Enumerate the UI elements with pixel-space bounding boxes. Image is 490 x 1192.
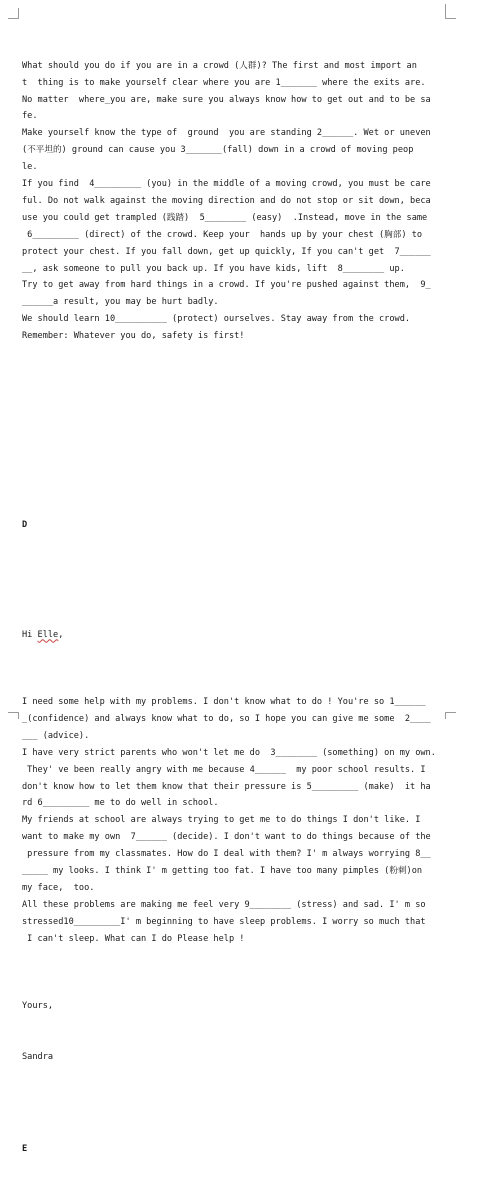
document-body <box>22 24 440 1192</box>
passage-c-line: If you find 4_________ (you) in the middle of a moving crowd, you must be care <box>22 179 431 190</box>
passage-c-line: ______a result, you may be hurt badly. <box>22 297 219 308</box>
greeting-name: Elle <box>37 629 59 640</box>
passage-d-line: stressed10_________I' m beginning to have sleep problems. I worry so much that <box>22 916 426 927</box>
passage-c-line: __, ask someone to pull you back up. If you have kids, lift 8________ up. <box>22 263 405 274</box>
passage-c-line: ful. Do not walk against the moving direction and do not stop or sit down, beca <box>22 195 431 206</box>
passage-d-line: my face, too. <box>22 882 95 893</box>
closing: Yours, <box>22 1001 54 1012</box>
crop-mark-top-right <box>445 4 456 19</box>
section-d-label: D <box>22 520 28 531</box>
crop-mark-bottom-right <box>445 712 456 719</box>
passage-c-line: protect your chest. If you fall down, get up quickly, If you can't get 7______ <box>22 246 431 257</box>
passage-d-line: I need some help with my problems. I don't know what to do ! You're so 1______ <box>22 697 426 708</box>
greeting <box>22 627 440 644</box>
passage-d-line: don't know how to let them know that their pressure is 5_________ (make) it ha <box>22 781 431 792</box>
passage-d-line: I can't sleep. What can I do Please help ! <box>22 933 245 944</box>
greeting-suffix: , <box>58 629 64 640</box>
passage-c-line: We should learn 10__________ (protect) ourselves. Stay away from the crowd. <box>22 314 411 325</box>
passage-d-line: I have very strict parents who won't let me do 3________ (something) on my own. <box>22 747 436 758</box>
passage-d-line: ___ (advice). <box>22 730 90 741</box>
passage-d-line: They' ve been really angry with me because 4______ my poor school results. I <box>22 764 426 775</box>
passage-d-line: rd 6_________ me to do well in school. <box>22 798 219 809</box>
passage-d <box>22 694 440 947</box>
passage-c-line: 6_________ (direct) of the crowd. Keep your hands up by your chest (胸部) to <box>22 229 423 240</box>
passage-d-line: want to make my own 7______ (decide). I don't want to do things because of the <box>22 832 431 843</box>
passage-c-line: Make yourself know the type of ground you are standing 2______. Wet or uneven <box>22 128 431 139</box>
passage-d-line: All these problems are making me feel very 9________ (stress) and sad. I' m so <box>22 899 426 910</box>
crop-mark-bottom-left <box>8 712 19 719</box>
passage-c-line: Try to get away from hard things in a crowd. If you're pushed against them, 9_ <box>22 280 431 291</box>
passage-d-line: _____ my looks. I think I' m getting too fat. I have too many pimples (粉刺)on <box>22 866 423 877</box>
passage-d-line: My friends at school are always trying to get me to do things I don't like. I <box>22 815 421 826</box>
signature: Sandra <box>22 1051 54 1062</box>
passage-c-line: use you could get trampled (践踏) 5________ (easy) .Instead, move in the same <box>22 212 428 223</box>
crop-mark-top-left <box>8 8 19 19</box>
section-e-label: E <box>22 1144 28 1155</box>
passage-c <box>22 58 440 345</box>
passage-d-line: pressure from my classmates. How do I deal with them? I' m always worrying 8__ <box>22 849 431 860</box>
passage-c-line: No matter where_you are, make sure you always know how to get out and to be sa <box>22 94 431 105</box>
passage-c-line: le. <box>22 162 38 173</box>
greeting-prefix: Hi <box>22 629 38 640</box>
passage-c-line: t thing is to make yourself clear where you are 1_______ where the exits are. <box>22 77 426 88</box>
passage-c-line: What should you do if you are in a crowd (人群)? The first and most import an <box>22 60 417 71</box>
passage-c-line: Remember: Whatever you do, safety is first! <box>22 331 245 342</box>
passage-d-line: _(confidence) and always know what to do, so I hope you can give me some 2____ <box>22 714 431 725</box>
passage-c-line: fe. <box>22 111 38 122</box>
passage-c-line: (不平坦的) ground can cause you 3_______(fall) down in a crowd of moving peop <box>22 145 414 156</box>
